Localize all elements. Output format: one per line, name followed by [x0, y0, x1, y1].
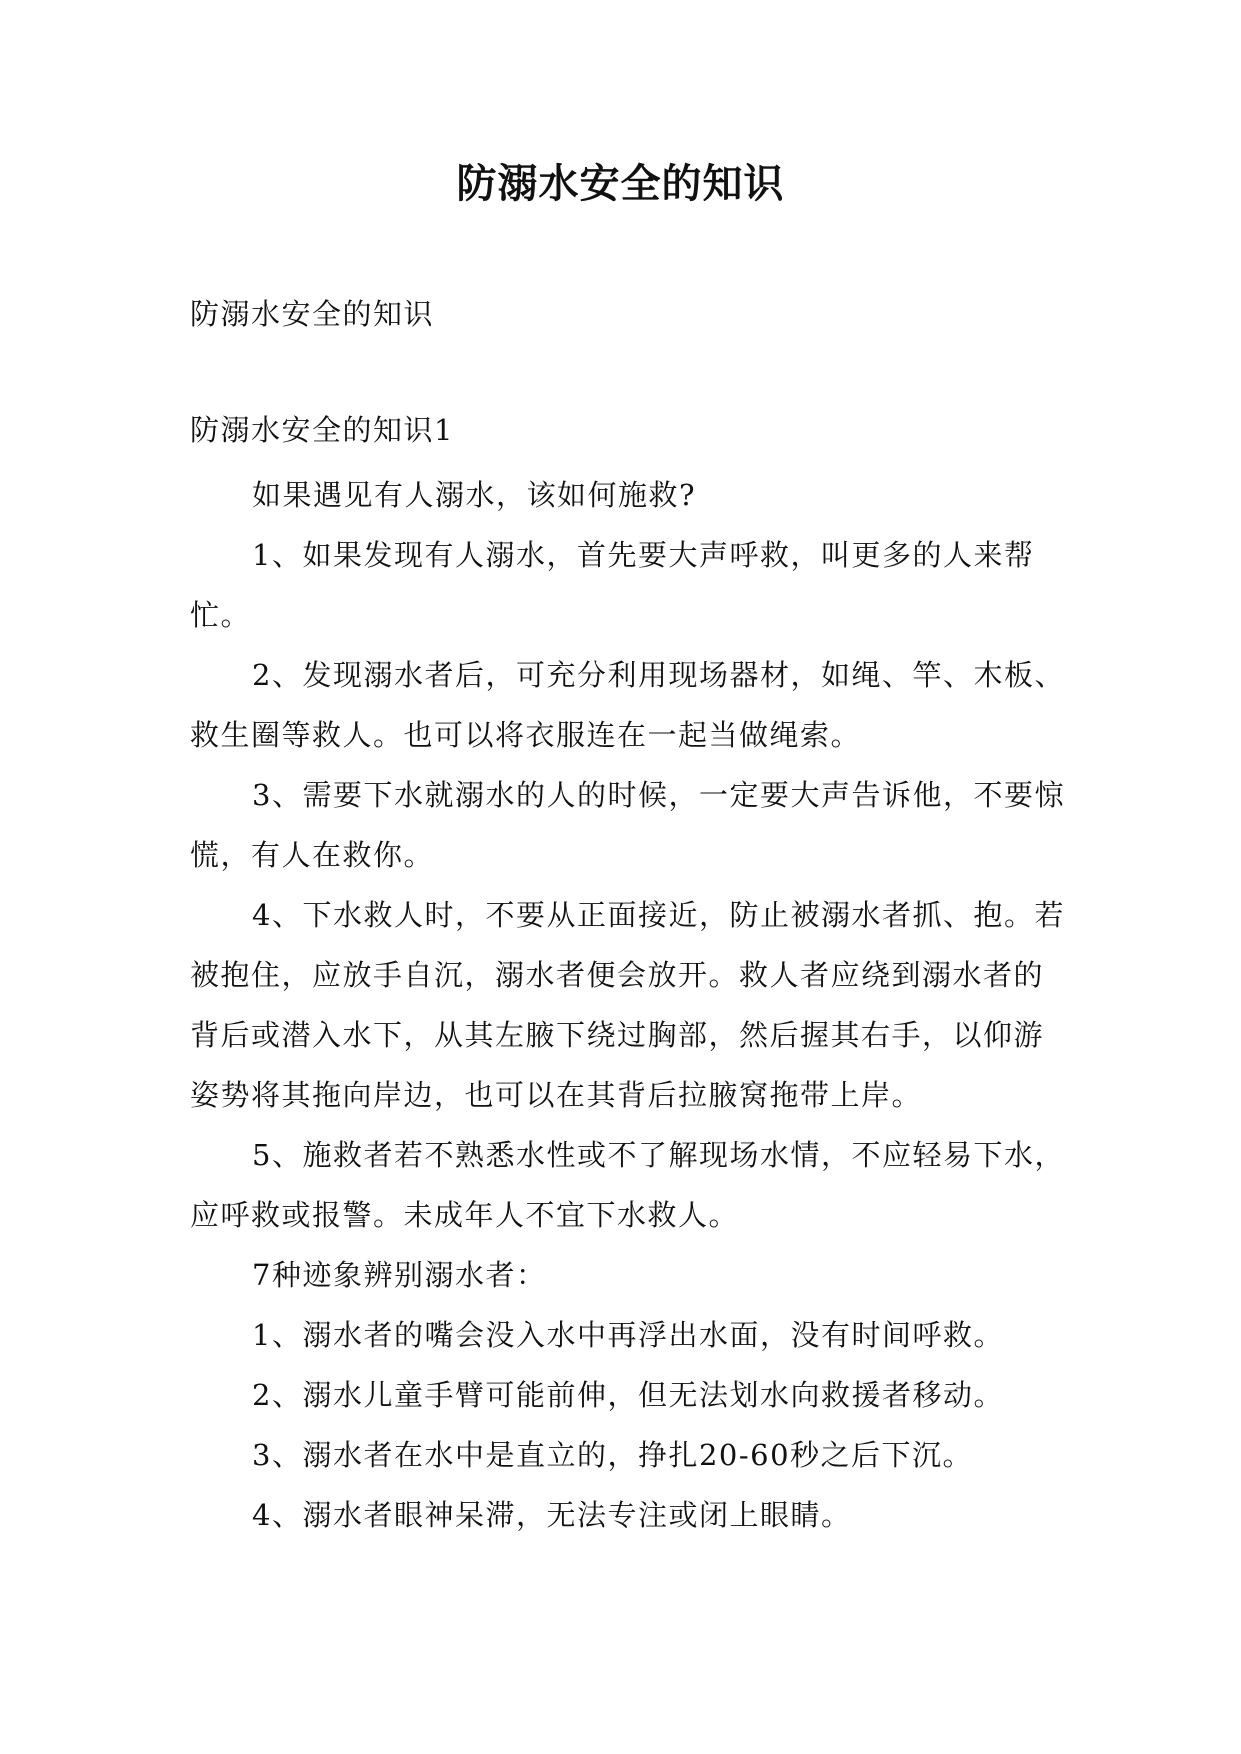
document-subtitle: 防溺水安全的知识: [190, 297, 435, 331]
paragraph: 1、溺水者的嘴会没入水中再浮出水面，没有时间呼救。: [252, 1318, 1004, 1352]
paragraph: 1、如果发现有人溺水，首先要大声呼救，叫更多的人来帮忙。: [190, 538, 1035, 632]
document-body: [190, 465, 1070, 1545]
document-title: 防溺水安全的知识: [456, 161, 785, 207]
paragraph: 5、施救者若不熟悉水性或不了解现场水情，不应轻易下水，应呼救或报警。未成年人不宜下水救人。: [190, 1138, 1065, 1232]
paragraph: 2、发现溺水者后，可充分利用现场器材，如绳、竿、木板、救生圈等救人。也可以将衣服连在一起当做绳索。: [190, 658, 1065, 752]
section-title: 防溺水安全的知识1: [190, 413, 454, 447]
paragraph: 7种迹象辨别溺水者：: [252, 1258, 547, 1292]
paragraph: 如果遇见有人溺水，该如何施救?: [252, 478, 697, 512]
paragraph: 4、溺水者眼神呆滞，无法专注或闭上眼睛。: [252, 1498, 852, 1532]
paragraph: 3、需要下水就溺水的人的时候，一定要大声告诉他，不要惊慌，有人在救你。: [190, 778, 1065, 872]
paragraph: 3、溺水者在水中是直立的，挣扎20-60秒之后下沉。: [252, 1438, 974, 1472]
paragraph: 4、下水救人时，不要从正面接近，防止被溺水者抓、抱。若被抱住，应放手自沉，溺水者便会放开。救人者应绕到溺水者的背后或潜入水下，从其左腋下绕过胸部，然后握其右手，以仰游姿势将其拖向岸边，也可以在其背后拉腋窝拖带上岸。: [190, 898, 1065, 1112]
paragraph: 2、溺水儿童手臂可能前伸，但无法划水向救援者移动。: [252, 1378, 1004, 1412]
